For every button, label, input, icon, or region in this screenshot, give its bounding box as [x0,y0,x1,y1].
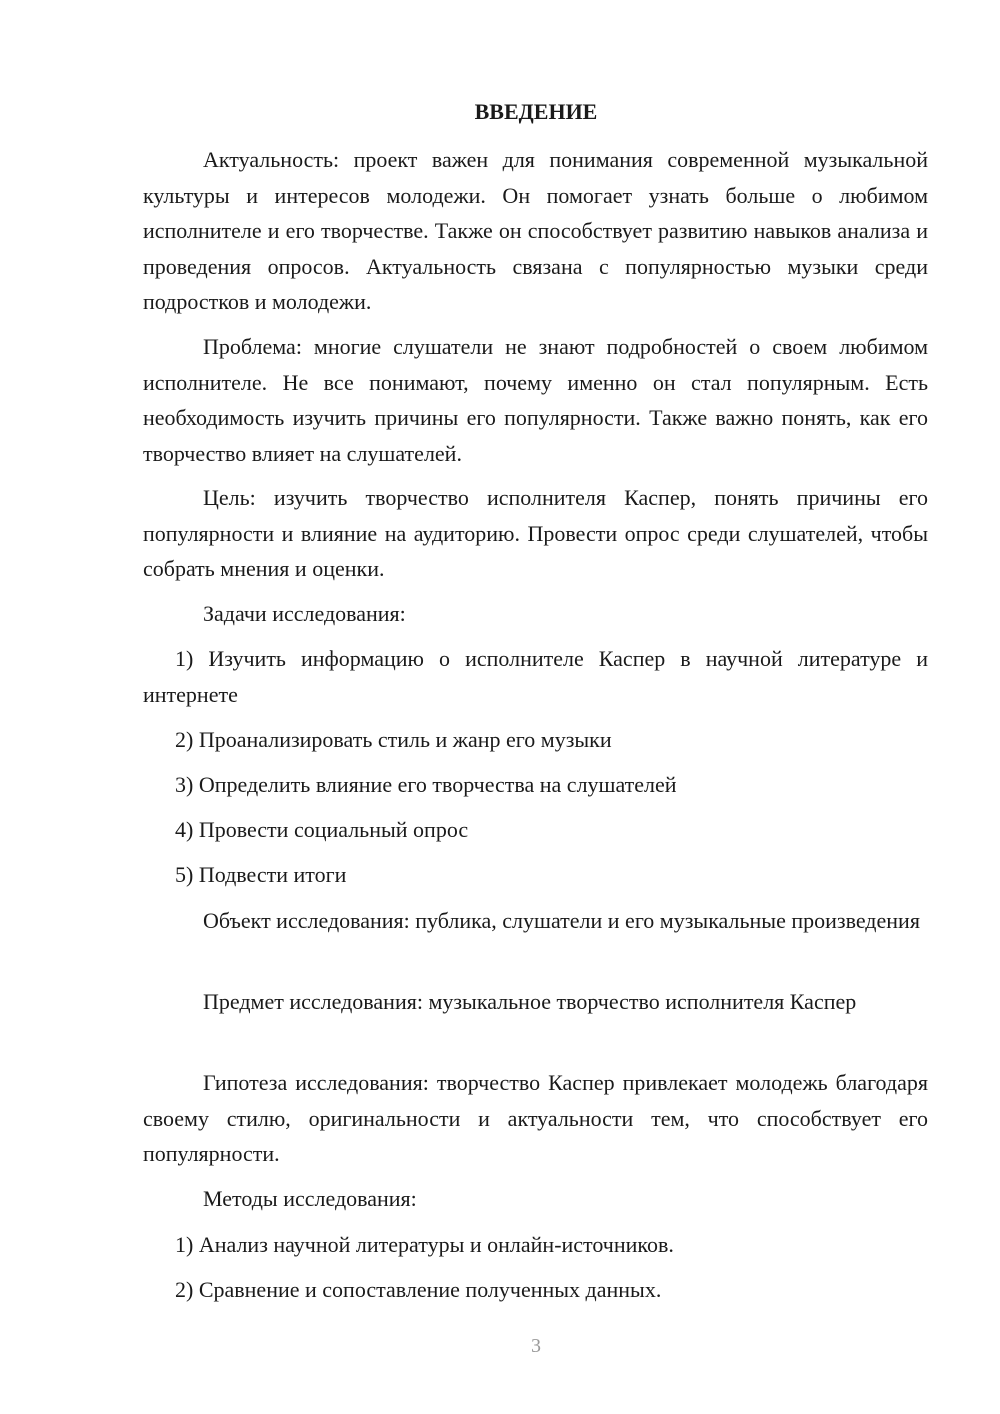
task-item-3: 3) Определить влияние его творчества на слушателей [175,772,677,797]
problem-paragraph: Проблема: многие слушатели не знают подробностей о своем любимом исполнителе. Не все понимают, почему именно он стал популярным. Есть необходимость изучить причины его популярности. Также важно понять, как его творчество влияет на слушателей. [143,334,928,466]
methods-heading: Методы исследования: [203,1186,417,1211]
method-item-1: 1) Анализ научной литературы и онлайн-источников. [175,1232,674,1257]
task-item-1: 1) Изучить информацию о исполнителе Каспер в научной литературе и интернете [143,646,928,707]
page-title: ВВЕДЕНИЕ [474,99,598,124]
page-number: 3 [531,1335,541,1357]
method-item-2: 2) Сравнение и сопоставление полученных данных. [175,1277,662,1302]
hypothesis-paragraph: Гипотеза исследования: творчество Каспер привлекает молодежь благодаря своему стилю, оригинальности и актуальности тем, что способствует его популярности. [143,1070,928,1166]
tasks-heading: Задачи исследования: [203,601,406,626]
subject-paragraph: Предмет исследования: музыкальное творчество исполнителя Каспер [203,989,857,1014]
task-item-2: 2) Проанализировать стиль и жанр его музыки [175,727,612,752]
task-item-5: 5) Подвести итоги [175,862,347,887]
goal-paragraph: Цель: изучить творчество исполнителя Каспер, понять причины его популярности и влияние на аудиторию. Провести опрос среди слушателей, чтобы собрать мнения и оценки. [143,485,928,581]
task-item-4: 4) Провести социальный опрос [175,817,469,842]
object-paragraph: Объект исследования: публика, слушатели и его музыкальные произведения [203,908,920,933]
relevance-paragraph: Актуальность: проект важен для понимания современной музыкальной культуры и интересов молодежи. Он помогает узнать больше о любимом исполнителе и его творчестве. Также он способствует развитию навыков анализа и проведения опросов. Актуальность связана с популярностью музыки среди подростков и молодежи. [143,147,928,314]
